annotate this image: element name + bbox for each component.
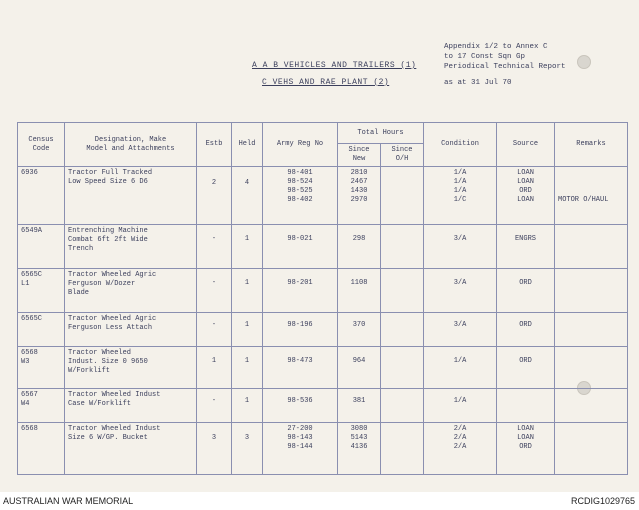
- table-row: [18, 225, 628, 269]
- cell-held: 3: [232, 423, 263, 475]
- cell-source: LOAN LOAN ORD: [497, 423, 555, 475]
- cell-estb: -: [197, 269, 232, 313]
- cell-designation: Tractor Wheeled Indust. Size 0 9650 W/Forklift: [65, 347, 197, 389]
- cell-since-new: 964: [338, 347, 381, 389]
- cell-census: 6549A: [18, 225, 65, 269]
- cell-since-oh: [381, 167, 424, 225]
- header-held: Held: [232, 123, 263, 167]
- cell-since-oh: [381, 269, 424, 313]
- cell-army-reg: 98-401 98-524 98-525 98-402: [263, 167, 338, 225]
- cell-estb: -: [197, 389, 232, 423]
- cell-census: 6568: [18, 423, 65, 475]
- footer-archive-name: AUSTRALIAN WAR MEMORIAL: [3, 496, 134, 506]
- cell-source: ORD: [497, 313, 555, 347]
- cell-remarks: MOTOR O/HAUL: [555, 167, 628, 225]
- equipment-table: [17, 122, 628, 475]
- table-row: [18, 347, 628, 389]
- cell-since-new: 1108: [338, 269, 381, 313]
- cell-army-reg: 27-200 98-143 98-144: [263, 423, 338, 475]
- cell-remarks: [555, 423, 628, 475]
- cell-condition: 1/A: [424, 347, 497, 389]
- appendix-reference: [444, 42, 566, 72]
- header-condition: Condition: [424, 123, 497, 167]
- cell-designation: Tractor Wheeled Agric Ferguson Less Attach: [65, 313, 197, 347]
- cell-condition: 3/A: [424, 269, 497, 313]
- cell-since-oh: [381, 389, 424, 423]
- table-row: [18, 423, 628, 475]
- cell-census: 6936: [18, 167, 65, 225]
- cell-condition: 2/A 2/A 2/A: [424, 423, 497, 475]
- cell-remarks: [555, 389, 628, 423]
- cell-condition: 1/A 1/A 1/A 1/C: [424, 167, 497, 225]
- cell-since-new: 298: [338, 225, 381, 269]
- cell-designation: Tractor Wheeled Indust Size 6 W/GP. Bucket: [65, 423, 197, 475]
- cell-remarks: [555, 313, 628, 347]
- cell-since-new: 3080 5143 4136: [338, 423, 381, 475]
- table-row: [18, 167, 628, 225]
- appendix-line: Periodical Technical Report: [444, 63, 566, 71]
- cell-condition: 1/A: [424, 389, 497, 423]
- cell-estb: -: [197, 225, 232, 269]
- cell-remarks: [555, 225, 628, 269]
- cell-since-oh: [381, 347, 424, 389]
- cell-held: 1: [232, 313, 263, 347]
- header-census-code: Census Code: [18, 123, 65, 167]
- cell-army-reg: 98-196: [263, 313, 338, 347]
- cell-army-reg: 98-536: [263, 389, 338, 423]
- header-since-new: Since New: [338, 144, 381, 167]
- document-title-line1: A A B VEHICLES AND TRAILERS (1): [252, 61, 417, 70]
- header-remarks: Remarks: [555, 123, 628, 167]
- cell-census: 6568 W3: [18, 347, 65, 389]
- cell-designation: Entrenching Machine Combat 6ft 2ft Wide Trench: [65, 225, 197, 269]
- cell-since-new: 381: [338, 389, 381, 423]
- cell-army-reg: 98-201: [263, 269, 338, 313]
- cell-source: ENGRS: [497, 225, 555, 269]
- table-row: [18, 389, 628, 423]
- cell-census: 6567 W4: [18, 389, 65, 423]
- as-at-date: as at 31 Jul 70: [444, 79, 512, 87]
- header-since-oh: Since O/H: [381, 144, 424, 167]
- cell-army-reg: 98-021: [263, 225, 338, 269]
- punch-hole-icon: [577, 55, 591, 69]
- header-army-reg-no: Army Reg No: [263, 123, 338, 167]
- header-designation: Designation, Make Model and Attachments: [65, 123, 197, 167]
- cell-census: 6565C: [18, 313, 65, 347]
- cell-estb: 1: [197, 347, 232, 389]
- cell-remarks: [555, 347, 628, 389]
- cell-since-oh: [381, 313, 424, 347]
- cell-designation: Tractor Wheeled Indust Case W/Forklift: [65, 389, 197, 423]
- cell-estb: -: [197, 313, 232, 347]
- document-title-line2: C VEHS AND RAE PLANT (2): [262, 78, 390, 87]
- cell-held: 1: [232, 389, 263, 423]
- table-row: [18, 313, 628, 347]
- cell-held: 1: [232, 269, 263, 313]
- cell-estb: 2: [197, 167, 232, 225]
- cell-condition: 3/A: [424, 225, 497, 269]
- appendix-line: to 17 Const Sqn Gp: [444, 53, 526, 61]
- cell-source: ORD: [497, 347, 555, 389]
- cell-since-new: 2810 2467 1430 2970: [338, 167, 381, 225]
- cell-held: 1: [232, 225, 263, 269]
- cell-army-reg: 98-473: [263, 347, 338, 389]
- cell-census: 6565C L1: [18, 269, 65, 313]
- table-row: [18, 269, 628, 313]
- footer-record-id: RCDIG1029765: [570, 496, 635, 506]
- header-total-hours: Total Hours: [338, 123, 424, 144]
- header-source: Source: [497, 123, 555, 167]
- cell-remarks: [555, 269, 628, 313]
- cell-source: ORD: [497, 269, 555, 313]
- cell-designation: Tractor Wheeled Agric Ferguson W/Dozer Blade: [65, 269, 197, 313]
- cell-source: [497, 389, 555, 423]
- cell-held: 4: [232, 167, 263, 225]
- cell-since-oh: [381, 423, 424, 475]
- cell-since-oh: [381, 225, 424, 269]
- appendix-line: Appendix 1/2 to Annex C: [444, 43, 548, 51]
- header-estb: Estb: [197, 123, 232, 167]
- cell-designation: Tractor Full Tracked Low Speed Size 6 D6: [65, 167, 197, 225]
- cell-since-new: 370: [338, 313, 381, 347]
- cell-condition: 3/A: [424, 313, 497, 347]
- cell-estb: 3: [197, 423, 232, 475]
- cell-source: LOAN LOAN ORD LOAN: [497, 167, 555, 225]
- cell-held: 1: [232, 347, 263, 389]
